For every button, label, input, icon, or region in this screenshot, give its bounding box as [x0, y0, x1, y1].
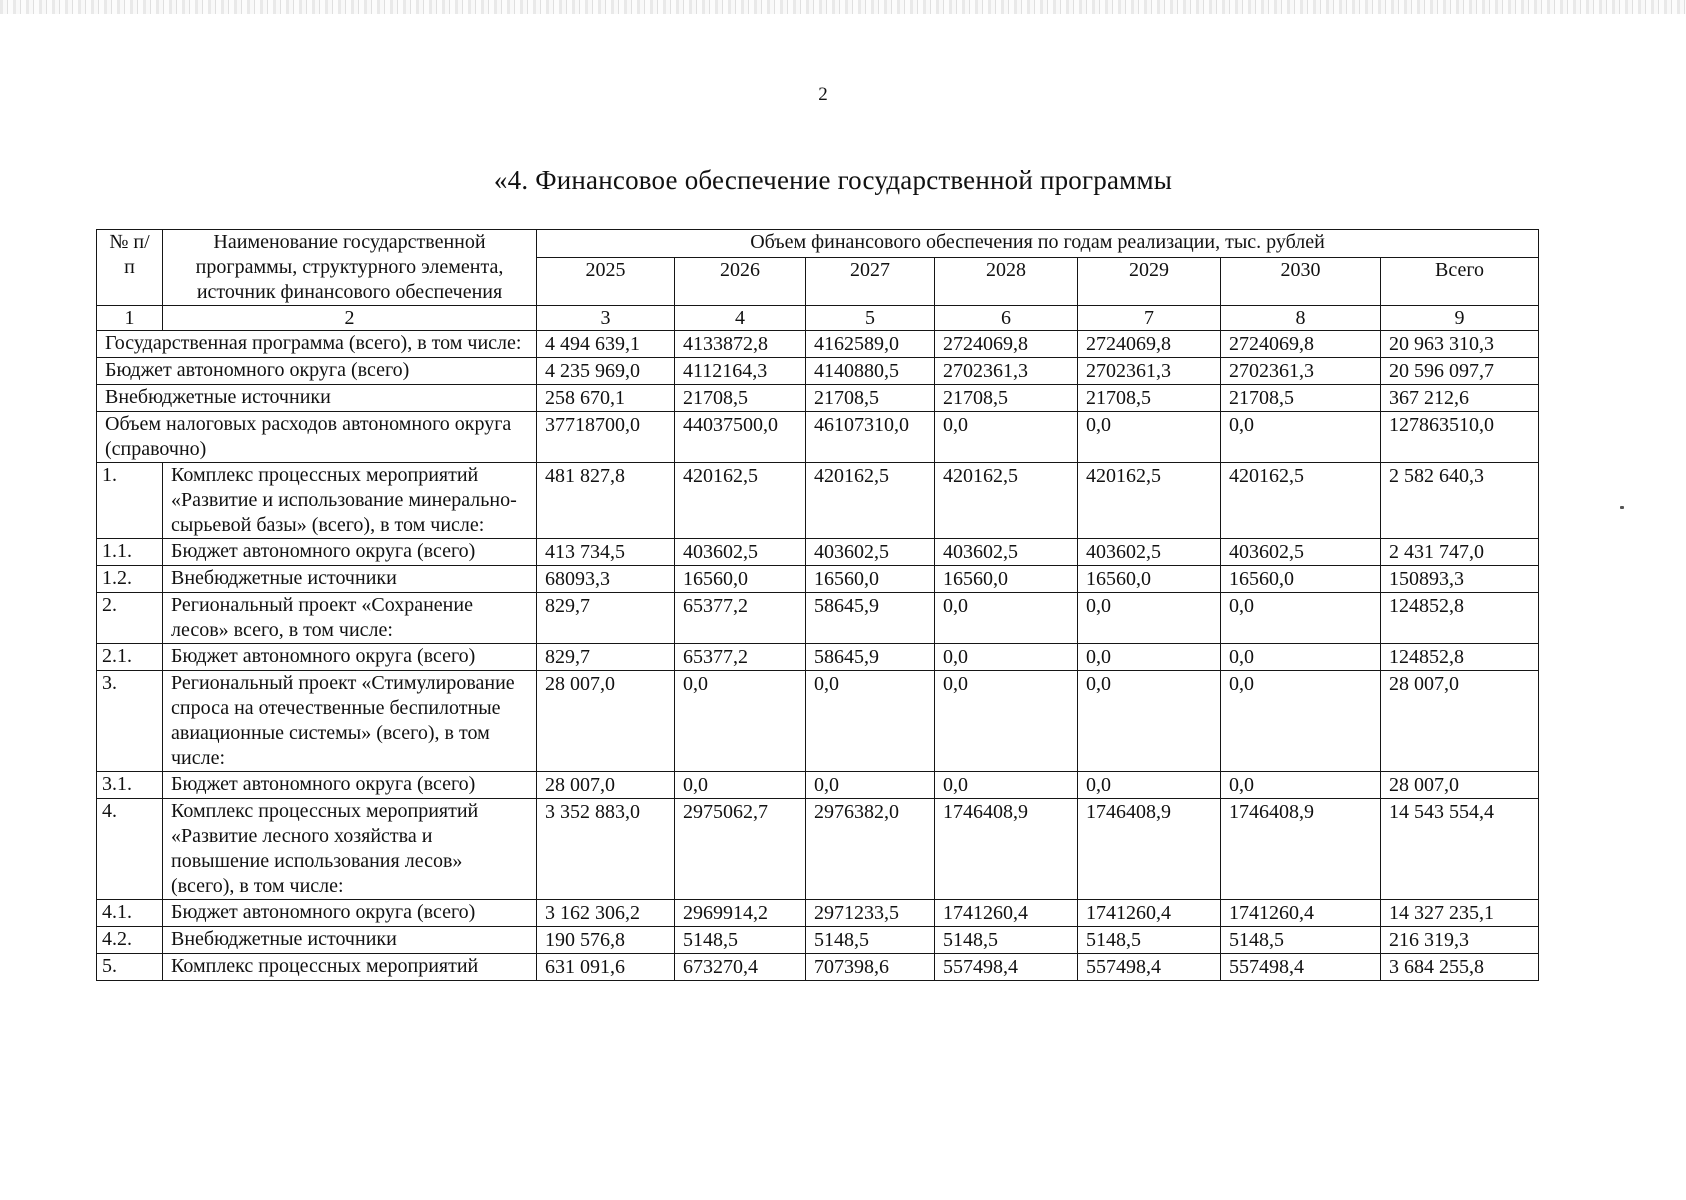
row-number: 4.2. — [97, 927, 163, 954]
value-2028: 0,0 — [935, 412, 1078, 463]
value-2029: 420162,5 — [1078, 463, 1221, 539]
value-2028: 0,0 — [935, 593, 1078, 644]
value-2030: 1746408,9 — [1221, 799, 1381, 900]
header-year-2025: 2025 — [537, 258, 675, 306]
value-2027: 16560,0 — [806, 566, 935, 593]
table-row-4 — [97, 799, 1539, 900]
value-total: 150893,3 — [1381, 566, 1539, 593]
row-name: Региональный проект «Сохранение лесов» всего, в том числе: — [163, 593, 537, 644]
table-row-1-2 — [97, 566, 1539, 593]
value-2028: 1746408,9 — [935, 799, 1078, 900]
column-number: 6 — [935, 306, 1078, 331]
value-2027: 46107310,0 — [806, 412, 935, 463]
row-number: 5. — [97, 954, 163, 981]
value-total: 28 007,0 — [1381, 671, 1539, 772]
value-total: 216 319,3 — [1381, 927, 1539, 954]
value-2026: 44037500,0 — [675, 412, 806, 463]
value-2028: 2724069,8 — [935, 331, 1078, 358]
value-2029: 0,0 — [1078, 772, 1221, 799]
table-row-1-1 — [97, 539, 1539, 566]
column-number: 9 — [1381, 306, 1539, 331]
value-2027: 58645,9 — [806, 644, 935, 671]
value-2028: 21708,5 — [935, 385, 1078, 412]
value-2025: 481 827,8 — [537, 463, 675, 539]
table-row-3-1 — [97, 772, 1539, 799]
row-number: 1.2. — [97, 566, 163, 593]
value-2030: 403602,5 — [1221, 539, 1381, 566]
value-total: 28 007,0 — [1381, 772, 1539, 799]
value-2030: 2702361,3 — [1221, 358, 1381, 385]
value-2029: 1741260,4 — [1078, 900, 1221, 927]
row-number: 1. — [97, 463, 163, 539]
value-2027: 420162,5 — [806, 463, 935, 539]
value-2030: 0,0 — [1221, 671, 1381, 772]
value-2030: 2724069,8 — [1221, 331, 1381, 358]
value-2025: 4 235 969,0 — [537, 358, 675, 385]
value-2029: 2702361,3 — [1078, 358, 1221, 385]
row-name: Региональный проект «Стимулирование спроса на отечественные беспилотные авиационные системы» (всего), в том числе: — [163, 671, 537, 772]
header-row-1 — [97, 230, 1539, 258]
table-row-extrabudget — [97, 385, 1539, 412]
value-2027: 0,0 — [806, 772, 935, 799]
value-2029: 2724069,8 — [1078, 331, 1221, 358]
value-2026: 4133872,8 — [675, 331, 806, 358]
row-number: 3. — [97, 671, 163, 772]
column-number: 7 — [1078, 306, 1221, 331]
value-2027: 4162589,0 — [806, 331, 935, 358]
value-2028: 0,0 — [935, 772, 1078, 799]
row-number: 1.1. — [97, 539, 163, 566]
table-row-1 — [97, 463, 1539, 539]
value-2027: 5148,5 — [806, 927, 935, 954]
value-2027: 2976382,0 — [806, 799, 935, 900]
header-year-2029: 2029 — [1078, 258, 1221, 306]
value-total: 2 431 747,0 — [1381, 539, 1539, 566]
row-name: Бюджет автономного округа (всего) — [163, 772, 537, 799]
value-2029: 0,0 — [1078, 644, 1221, 671]
value-2026: 5148,5 — [675, 927, 806, 954]
column-number: 2 — [163, 306, 537, 331]
value-2026: 4112164,3 — [675, 358, 806, 385]
value-2030: 1741260,4 — [1221, 900, 1381, 927]
row-name: Государственная программа (всего), в том числе: — [97, 331, 537, 358]
value-2030: 557498,4 — [1221, 954, 1381, 981]
table-row-3 — [97, 671, 1539, 772]
value-total: 14 543 554,4 — [1381, 799, 1539, 900]
value-2026: 403602,5 — [675, 539, 806, 566]
value-2030: 0,0 — [1221, 772, 1381, 799]
row-number: 4. — [97, 799, 163, 900]
table-row-5 — [97, 954, 1539, 981]
table-row-tax-expenses — [97, 412, 1539, 463]
value-total: 3 684 255,8 — [1381, 954, 1539, 981]
value-total: 20 963 310,3 — [1381, 331, 1539, 358]
value-2027: 707398,6 — [806, 954, 935, 981]
header-year-2030: 2030 — [1221, 258, 1381, 306]
value-2027: 4140880,5 — [806, 358, 935, 385]
value-2026: 65377,2 — [675, 593, 806, 644]
value-2026: 420162,5 — [675, 463, 806, 539]
value-2027: 21708,5 — [806, 385, 935, 412]
table-row-4-1 — [97, 900, 1539, 927]
value-total: 367 212,6 — [1381, 385, 1539, 412]
value-total: 124852,8 — [1381, 593, 1539, 644]
value-2028: 557498,4 — [935, 954, 1078, 981]
table-row-budget — [97, 358, 1539, 385]
value-2030: 0,0 — [1221, 644, 1381, 671]
value-2030: 16560,0 — [1221, 566, 1381, 593]
financing-table — [96, 229, 1539, 981]
value-total: 127863510,0 — [1381, 412, 1539, 463]
value-2028: 403602,5 — [935, 539, 1078, 566]
row-number: 2.1. — [97, 644, 163, 671]
row-name: Комплекс процессных мероприятий — [163, 954, 537, 981]
value-2027: 403602,5 — [806, 539, 935, 566]
value-2028: 5148,5 — [935, 927, 1078, 954]
row-name: Внебюджетные источники — [163, 566, 537, 593]
value-2029: 557498,4 — [1078, 954, 1221, 981]
value-2030: 21708,5 — [1221, 385, 1381, 412]
row-number: 4.1. — [97, 900, 163, 927]
value-2025: 829,7 — [537, 644, 675, 671]
value-2028: 1741260,4 — [935, 900, 1078, 927]
row-name: Внебюджетные источники — [163, 927, 537, 954]
value-2030: 5148,5 — [1221, 927, 1381, 954]
value-2025: 3 352 883,0 — [537, 799, 675, 900]
table-row-program-total — [97, 331, 1539, 358]
value-2028: 16560,0 — [935, 566, 1078, 593]
value-2028: 0,0 — [935, 644, 1078, 671]
table-row-2-1 — [97, 644, 1539, 671]
section-title: «4. Финансовое обеспечение государственной программы — [493, 165, 1173, 195]
value-2028: 2702361,3 — [935, 358, 1078, 385]
value-2025: 68093,3 — [537, 566, 675, 593]
value-2025: 829,7 — [537, 593, 675, 644]
value-total: 124852,8 — [1381, 644, 1539, 671]
row-name: Бюджет автономного округа (всего) — [163, 644, 537, 671]
value-2026: 16560,0 — [675, 566, 806, 593]
value-2026: 0,0 — [675, 772, 806, 799]
page-number: 2 — [818, 84, 828, 105]
row-name: Бюджет автономного округа (всего) — [163, 900, 537, 927]
header-year-2026: 2026 — [675, 258, 806, 306]
table-row-4-2 — [97, 927, 1539, 954]
row-number: 2. — [97, 593, 163, 644]
value-2027: 2971233,5 — [806, 900, 935, 927]
header-volume: Объем финансового обеспечения по годам реализации, тыс. рублей — [537, 230, 1539, 258]
value-2026: 2975062,7 — [675, 799, 806, 900]
column-number: 8 — [1221, 306, 1381, 331]
value-2029: 1746408,9 — [1078, 799, 1221, 900]
row-name: Объем налоговых расходов автономного округа (справочно) — [97, 412, 537, 463]
scan-edge-artifact — [0, 0, 1686, 14]
value-2027: 58645,9 — [806, 593, 935, 644]
value-2029: 0,0 — [1078, 671, 1221, 772]
value-2026: 0,0 — [675, 671, 806, 772]
row-name: Бюджет автономного округа (всего) — [163, 539, 537, 566]
value-2025: 28 007,0 — [537, 772, 675, 799]
value-total: 14 327 235,1 — [1381, 900, 1539, 927]
value-2025: 413 734,5 — [537, 539, 675, 566]
column-number: 3 — [537, 306, 675, 331]
value-2029: 5148,5 — [1078, 927, 1221, 954]
value-2030: 0,0 — [1221, 593, 1381, 644]
value-2029: 16560,0 — [1078, 566, 1221, 593]
row-name: Комплекс процессных мероприятий «Развитие лесного хозяйства и повышение использования лесов» (всего), в том числе: — [163, 799, 537, 900]
header-name: Наименование государственной программы, структурного элемента, источник финансового обеспечения — [163, 230, 537, 306]
value-2028: 0,0 — [935, 671, 1078, 772]
value-2030: 420162,5 — [1221, 463, 1381, 539]
header-number: № п/п — [97, 230, 163, 306]
value-2029: 0,0 — [1078, 593, 1221, 644]
value-2026: 65377,2 — [675, 644, 806, 671]
value-2029: 403602,5 — [1078, 539, 1221, 566]
value-2025: 631 091,6 — [537, 954, 675, 981]
column-number: 1 — [97, 306, 163, 331]
header-year-2027: 2027 — [806, 258, 935, 306]
value-2030: 0,0 — [1221, 412, 1381, 463]
column-number: 5 — [806, 306, 935, 331]
table-row-2 — [97, 593, 1539, 644]
value-2026: 673270,4 — [675, 954, 806, 981]
value-2028: 420162,5 — [935, 463, 1078, 539]
value-2027: 0,0 — [806, 671, 935, 772]
row-name: Внебюджетные источники — [97, 385, 537, 412]
column-number: 4 — [675, 306, 806, 331]
row-name: Комплекс процессных мероприятий «Развитие и использование минерально-сырьевой базы» (всего), в том числе: — [163, 463, 537, 539]
value-total: 2 582 640,3 — [1381, 463, 1539, 539]
column-numbers-row — [97, 306, 1539, 331]
scan-speck — [1620, 506, 1624, 509]
value-2026: 21708,5 — [675, 385, 806, 412]
header-year-2028: 2028 — [935, 258, 1078, 306]
value-2029: 21708,5 — [1078, 385, 1221, 412]
value-2025: 37718700,0 — [537, 412, 675, 463]
value-2029: 0,0 — [1078, 412, 1221, 463]
row-name: Бюджет автономного округа (всего) — [97, 358, 537, 385]
value-2025: 28 007,0 — [537, 671, 675, 772]
value-2025: 4 494 639,1 — [537, 331, 675, 358]
value-total: 20 596 097,7 — [1381, 358, 1539, 385]
value-2025: 3 162 306,2 — [537, 900, 675, 927]
value-2025: 258 670,1 — [537, 385, 675, 412]
value-2026: 2969914,2 — [675, 900, 806, 927]
value-2025: 190 576,8 — [537, 927, 675, 954]
row-number: 3.1. — [97, 772, 163, 799]
header-total: Всего — [1381, 258, 1539, 306]
